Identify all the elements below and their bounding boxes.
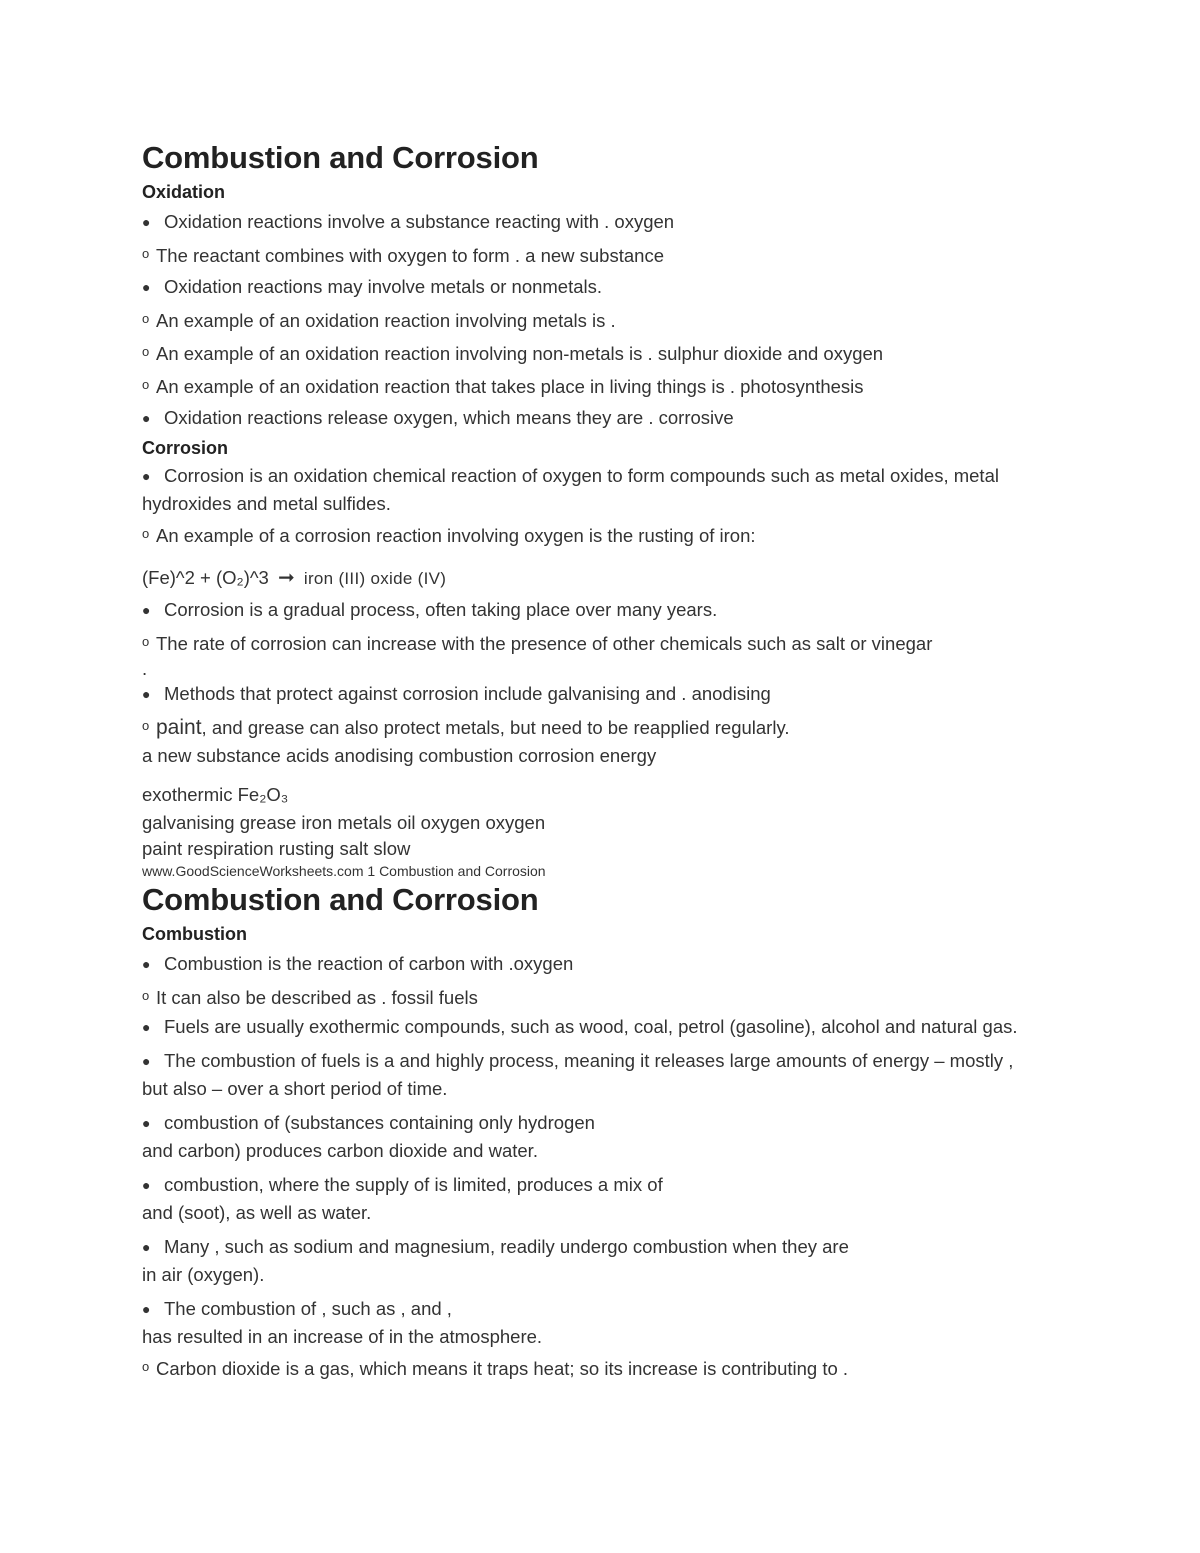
arrow-icon: ➞ <box>277 567 295 589</box>
section-heading-combustion: Combustion <box>142 924 247 944</box>
sub-bullet-icon: o <box>142 344 150 359</box>
sub-bullet-icon: o <box>142 377 150 392</box>
section-heading-oxidation: Oxidation <box>142 182 226 202</box>
chemical-equation <box>142 563 1022 594</box>
bullet-icon: ● <box>142 468 151 484</box>
list-item: ● Corrosion is an oxidation chemical reaction of oxygen to form compounds such as metal oxides, metal hydroxides and metal sulfides. <box>142 462 1022 518</box>
bullet-icon: ● <box>142 602 151 618</box>
bullet-icon: ● <box>142 1053 151 1069</box>
list-item-continuation: . <box>142 658 148 679</box>
sub-bullet-icon: o <box>142 526 150 541</box>
equation-reactants: (Fe)^2 + (O₂)^3 <box>142 567 269 588</box>
bullet-icon: ● <box>142 686 151 702</box>
page-title: Combustion and Corrosion <box>142 140 539 175</box>
sub-bullet-icon: o <box>142 718 150 733</box>
list-item: ● combustion of (substances containing only hydrogen and carbon) produces carbon dioxide and water. <box>142 1109 1022 1165</box>
bullet-icon: ● <box>142 410 151 426</box>
sub-bullet-icon: o <box>142 1359 150 1374</box>
sub-bullet-icon: o <box>142 634 150 649</box>
sub-bullet-icon: o <box>142 311 150 326</box>
list-item: ● Oxidation reactions may involve metals or nonmetals. <box>142 271 1022 303</box>
list-item: ● combustion, where the supply of is limited, produces a mix of and (soot), as well as water. <box>142 1171 1022 1227</box>
equation-product: iron (III) oxide (IV) <box>303 569 447 588</box>
section-heading-corrosion: Corrosion <box>142 438 229 458</box>
list-item: ● Corrosion is a gradual process, often taking place over many years. <box>142 594 1022 626</box>
list-item: o It can also be described as . fossil fuels <box>142 980 1022 1013</box>
bullet-icon: ● <box>142 1115 151 1131</box>
sub-bullet-icon: o <box>142 988 150 1003</box>
list-item: ● The combustion of fuels is a and highly process, meaning it releases large amounts of energy – mostly , but also – over a short period of time. <box>142 1047 1022 1103</box>
bullet-icon: ● <box>142 1177 151 1193</box>
word-bank-line: a new substance acids anodising combustion corrosion energy <box>142 745 657 766</box>
list-item: o The reactant combines with oxygen to form . a new substance <box>142 238 1022 271</box>
bullet-icon: ● <box>142 956 151 972</box>
list-item: o An example of an oxidation reaction that takes place in living things is . photosynthesis <box>142 369 1022 402</box>
list-item: o An example of an oxidation reaction involving metals is . <box>142 303 1022 336</box>
list-item: ● Many , such as sodium and magnesium, readily undergo combustion when they are in air (oxygen). <box>142 1233 1022 1289</box>
list-item: o An example of a corrosion reaction involving oxygen is the rusting of iron: <box>142 518 1022 551</box>
bullet-icon: ● <box>142 214 151 230</box>
page-title: Combustion and Corrosion <box>142 882 539 917</box>
bullet-icon: ● <box>142 1239 151 1255</box>
word-bank-line: exothermic Fe₂O₃ <box>142 784 289 805</box>
list-item: o The rate of corrosion can increase with the presence of other chemicals such as salt or vinegar <box>142 626 1022 660</box>
list-item: ● The combustion of , such as , and , has resulted in an increase of in the atmosphere. <box>142 1295 1022 1351</box>
worksheet-page <box>142 138 1022 1384</box>
list-item: o paint, and grease can also protect metals, but need to be reapplied regularly. <box>142 710 1022 743</box>
word-bank-line: galvanising grease iron metals oil oxygen oxygen <box>142 812 546 833</box>
list-item: ● Oxidation reactions involve a substance reacting with . oxygen <box>142 206 1022 238</box>
bullet-icon: ● <box>142 1019 151 1035</box>
list-item: ● Fuels are usually exothermic compounds, such as wood, coal, petrol (gasoline), alcohol and natural gas. <box>142 1013 1022 1041</box>
list-item: ● Combustion is the reaction of carbon with .oxygen <box>142 948 1022 980</box>
list-item: ● Methods that protect against corrosion include galvanising and . anodising <box>142 678 1022 710</box>
list-item: o An example of an oxidation reaction involving non-metals is . sulphur dioxide and oxygen <box>142 336 1022 369</box>
list-item: o Carbon dioxide is a gas, which means it traps heat; so its increase is contributing to . <box>142 1351 1022 1384</box>
page-footer: www.GoodScienceWorksheets.com 1 Combustion and Corrosion <box>142 863 546 879</box>
list-item: ● Oxidation reactions release oxygen, which means they are . corrosive <box>142 402 1022 434</box>
bullet-icon: ● <box>142 1301 151 1317</box>
word-bank-line: paint respiration rusting salt slow <box>142 838 411 859</box>
sub-bullet-icon: o <box>142 246 150 261</box>
bullet-icon: ● <box>142 279 151 295</box>
